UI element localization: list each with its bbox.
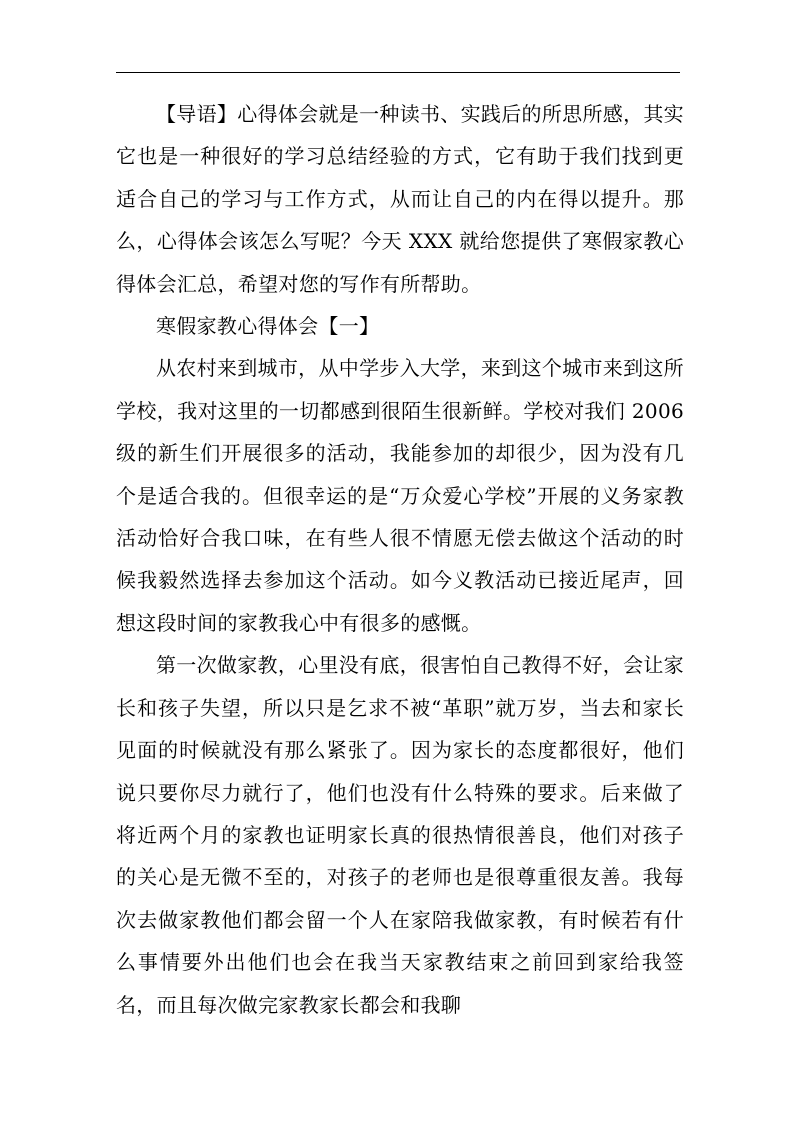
intro-paragraph: 【导语】心得体会就是一种读书、实践后的所思所感，其实它也是一种很好的学习总结经验的方式，它有助于我们找到更适合自己的学习与工作方式，从而让自己的内在得以提升。那么，心得体会该怎么写呢？今天 XXX 就给您提供了寒假家教心得体会汇总，希望对您的写作有所帮助。 [116,102,684,296]
body-paragraph: 第一次做家教，心里没有底，很害怕自己教得不好，会让家长和孩子失望，所以只是乞求不被“革职”就万岁，当去和家长见面的时候就没有那么紧张了。因为家长的态度都很好，他们说只要你尽力就行了，他们也没有什么特殊的要求。后来做了将近两个月的家教也证明家长真的很热情很善良，他们对孩子的关心是无微不至的，对孩子的老师也是很尊重很友善。我每次去做家教他们都会留一个人在家陪我做家教，有时候若有什么事情要外出他们也会在我当天家教结束之前回到家给我签名，而且每次做完家教家长都会和我聊 [116,653,684,1017]
section-heading: 寒假家教心得体会【一】 [156,314,380,339]
document-body [116,93,684,1026]
body-paragraph: 从农村来到城市，从中学步入大学，来到这个城市来到这所学校，我对这里的一切都感到很陌生很新鲜。学校对我们 2006 级的新生们开展很多的活动，我能参加的却很少，因为没有几个是适合我的。但很幸运的是“万众爱心学校”开展的义务家教活动恰好合我口味，在有些人很不情愿无偿去做这个活动的时候我毅然选择去参加这个活动。如今义教活动已接近尾声，回想这段时间的家教我心中有很多的感慨。 [116,356,684,635]
header-rule [116,72,680,73]
